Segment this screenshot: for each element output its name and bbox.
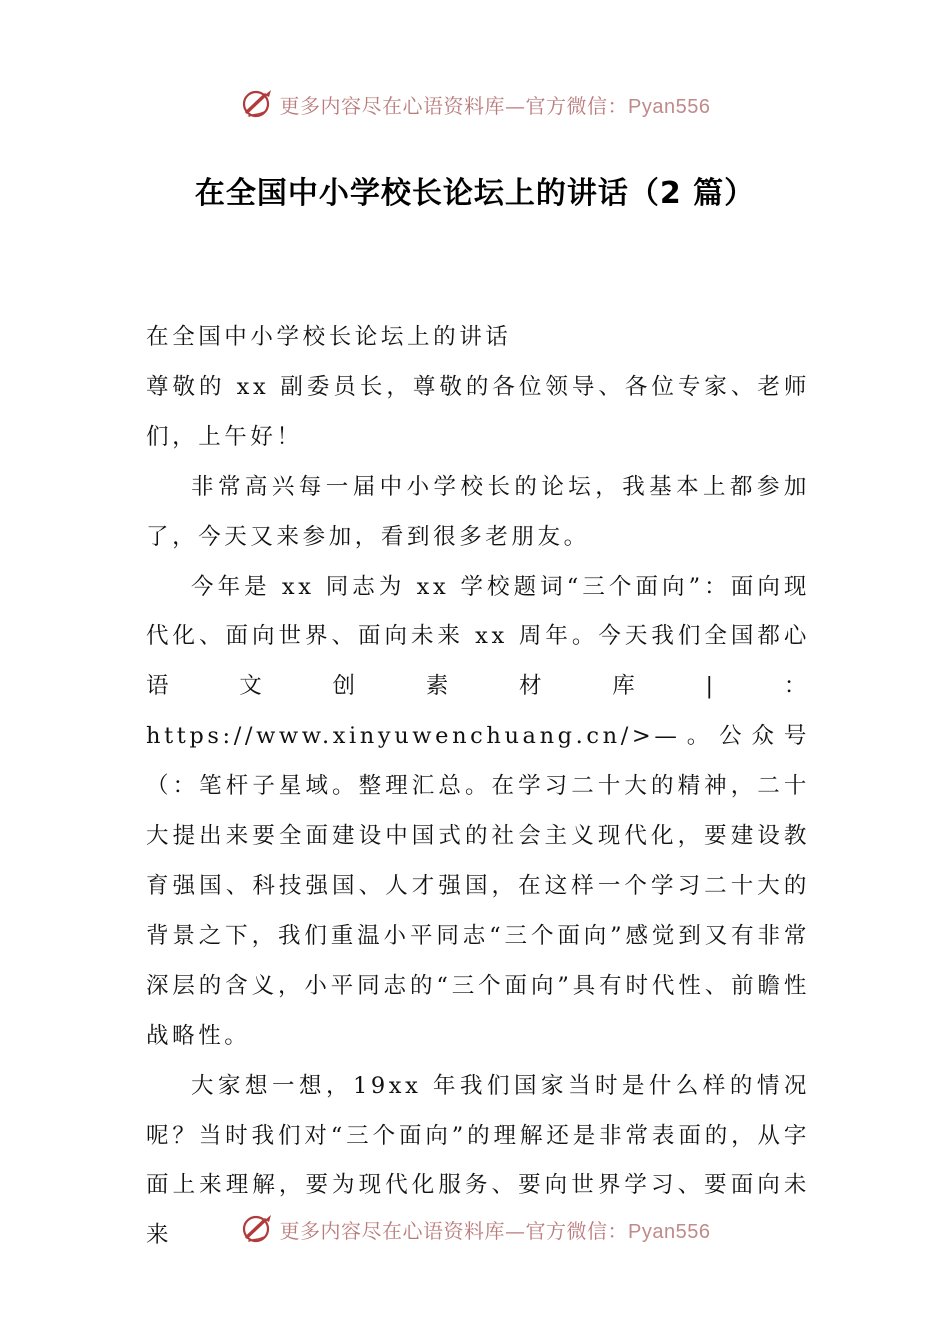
wechat-handle: Pyan556 [628, 95, 711, 118]
watermark-text [280, 1215, 711, 1244]
document-title: 在全国中小学校长论坛上的讲话（2 篇） [194, 176, 756, 211]
watermark-label: 更多内容尽在心语资料库—官方微信： [279, 93, 629, 118]
speech-heading: 在全国中小学校长论坛上的讲话 [146, 324, 512, 350]
salutation-paragraph: 尊敬的 xx 副委员长，尊敬的各位领导、各位专家、老师们，上午好！ [146, 373, 810, 450]
header-watermark-banner [0, 84, 950, 124]
body-paragraph: 今年是 xx 同志为 xx 学校题词“三个面向”：面向现代化、面向世界、面向未来 xx 周年。今天我们全国都心语文创素材库|：https://www.xinyuwenchuang.cn/>—。公众号（：笔杆子星域。整理汇总。在学习二十大的精神，二十大提出来要全面建设中国式的社会主义现代化，要建设教育强国、科技强国、人才强国，在这样一个学习二十大的背景之下，我们重温小平同志“三个面向”感觉到又有非常深层的含义，小平同志的“三个面向”具有时代性、前瞻性战略性。 [146, 573, 810, 1049]
document-body [146, 313, 810, 1261]
pen-logo-icon [240, 86, 276, 122]
footer-watermark-banner [0, 1209, 950, 1249]
body-paragraph: 大家想一想，19xx 年我们国家当时是什么样的情况呢？当时我们对“三个面向”的理解还是非常表面的，从字面上来理解，要为现代化服务、要向世界学习、要面向未来 [146, 1072, 810, 1249]
watermark-text [280, 90, 711, 119]
body-paragraph: 非常高兴每一届中小学校长的论坛，我基本上都参加了，今天又来参加，看到很多老朋友。 [146, 473, 810, 550]
pen-logo-icon [240, 1211, 276, 1247]
wechat-handle: Pyan556 [628, 1220, 711, 1243]
watermark-label: 更多内容尽在心语资料库—官方微信： [279, 1218, 629, 1243]
